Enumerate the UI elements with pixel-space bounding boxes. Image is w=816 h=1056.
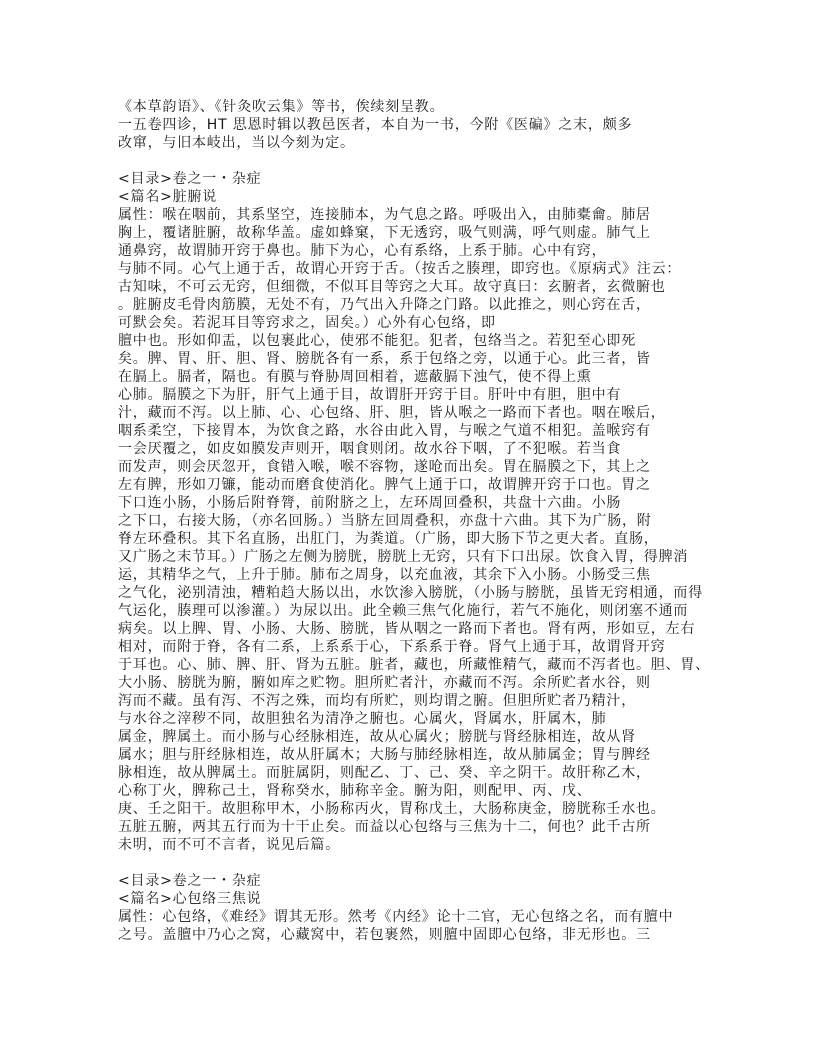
body-text-line: 心肺。膈膜之下为肝，肝气上通于目，故谓肝开窍于目。肝叶中有胆，胆中有 — [118, 387, 622, 403]
section-toc-heading: <目录>卷之一・杂症 — [118, 873, 262, 889]
document-page — [118, 98, 718, 944]
body-text-line: 胸上，覆诸脏腑，故称华盖。虚如蜂窠，下无透窍，吸气则满，呼气则虚。肺气上 — [118, 225, 651, 241]
intro-text-line: 一五卷四诊，HT 思恩时辑以教邑医者，本自为一书，今附《医碥》之末，颇多 — [118, 117, 633, 133]
body-text-line: 与肺不同。心气上通于舌，故谓心开窍于舌。（按舌之腠理，即窍也。《原病式》注云： — [118, 261, 682, 277]
body-text-line: 。脏腑皮毛骨肉筋膜，无处不有，乃气出入升降之门路。以此推之，则心窍在舌， — [118, 297, 651, 313]
body-text-line: 脉相连，故从脾属土。而脏属阴，则配乙、丁、己、癸、辛之阴干。故肝称乙木， — [118, 765, 651, 781]
body-text-line: 下口连小肠，小肠后附脊膂，前附脐之上，左环周回叠积，共盘十六曲。小肠 — [118, 495, 622, 511]
body-text-line: 属水；胆与肝经脉相连，故从肝属木；大肠与肺经脉相连，故从肺属金；胃与脾经 — [118, 747, 651, 763]
body-text-line: 庚、壬之阳干。故胆称甲木，小肠称丙火，胃称戊土，大肠称庚金，膀胱称壬水也。 — [118, 801, 666, 817]
blank-line — [118, 854, 718, 872]
body-text-line: 与水谷之滓秽不同，故胆独名为清净之腑也。心属火，肾属水，肝属木，肺 — [118, 711, 607, 727]
body-text-line: 运，其精华之气，上升于肺。肺布之周身，以充血液，其余下入小肠。小肠受三焦 — [118, 567, 651, 583]
body-text-line: 病矣。以上脾、胃、小肠、大肠、膀胱，皆从咽之一路而下者也。肾有两，形如豆，左右 — [118, 621, 696, 637]
body-text-line: 矣。脾、胃、肝、胆、肾、膀胱各有一系，系于包络之旁，以通于心。此三者，皆 — [118, 351, 651, 367]
body-text-line: 又广肠之末节耳。）广肠之左侧为膀胱，膀胱上无窍，只有下口出尿。饮食入胃，得脾消 — [118, 549, 689, 565]
body-text-line: 属性：心包络，《难经》谓其无形。然考《内经》论十二官，无心包络之名，而有膻中 — [118, 909, 674, 925]
blank-line — [118, 152, 718, 170]
body-text-line: 于耳也。心、肺、脾、肝、肾为五脏。脏者，藏也，所藏惟精气，藏而不泻者也。胆、胃、 — [118, 657, 710, 673]
section-toc-heading: <目录>卷之一・杂症 — [118, 171, 262, 187]
body-text-line: 可默会矣。若泥耳目等窍求之，固矣。）心外有心包络，即 — [118, 315, 496, 331]
body-text-line: 咽系柔空，下接胃本，为饮食之路，水谷由此入胃，与喉之气道不相犯。盖喉窍有 — [118, 423, 651, 439]
body-text-line: 膻中也。形如仰盂，以包裹此心，使邪不能犯。犯者，包络当之。若犯至心即死 — [118, 333, 636, 349]
body-text-line: 而发声，则会厌忽开，食错入喉，喉不容物，遂呛而出矣。胃在膈膜之下，其上之 — [118, 459, 651, 475]
body-text-line: 相对，而附于脊，各有二系，上系系于心，下系系于脊。肾气上通于耳，故谓肾开窍 — [118, 639, 666, 655]
body-text-line: 古知味，不可云无窍，但细微，不似耳目等窍之大耳。故守真曰：玄腑者，玄微腑也 — [118, 279, 666, 295]
body-text-line: 在膈上。膈者，隔也。有膜与脊胁周回相着，遮蔽膈下浊气，使不得上熏 — [118, 369, 592, 385]
body-text-line: 属金，脾属土。而小肠与心经脉相连，故从心属火；膀胱与肾经脉相连，故从肾 — [118, 729, 636, 745]
body-text-line: 属性：喉在咽前，其系坚空，连接肺本，为气息之路。呼吸出入，由肺橐龠。肺居 — [118, 207, 651, 223]
body-text-line: 脊左环叠积。其下名直肠，出肛门，为粪道。（广肠，即大肠下节之更大者。直肠， — [118, 531, 659, 547]
body-text-line: 汁，藏而不泻。以上肺、心、心包络、肝、胆，皆从喉之一路而下者也。咽在喉后， — [118, 405, 666, 421]
intro-text-line: 《本草韵语》、《针灸吹云集》等书，俟续刻呈教。 — [118, 99, 445, 115]
body-text-line: 气运化，腠理可以渗灌。）为尿以出。此全赖三焦气化施行，若气不施化，则闭塞不通而 — [118, 603, 689, 619]
body-text-line: 五脏五腑，两其五行而为十干止矣。而益以心包络与三焦为十二，何也？此千古所 — [118, 819, 651, 835]
body-text-line: 未明，而不可不言者，说见后篇。 — [118, 837, 340, 853]
body-text-line: 通鼻窍，故谓肺开窍于鼻也。肺下为心，心有系络，上系于肺。心中有窍， — [118, 243, 607, 259]
body-text-line: 心称丁火，脾称己土，肾称癸水，肺称辛金。腑为阳，则配甲、丙、戊、 — [118, 783, 592, 799]
body-text-line: 一会厌覆之，如皮如膜发声则开，咽食则闭。故水谷下咽，了不犯喉。若当食 — [118, 441, 622, 457]
body-text-line: 之号。盖膻中乃心之窝，心藏窝中，若包裹然，则膻中固即心包络，非无形也。三 — [118, 927, 651, 943]
body-text-line: 大小肠、膀胱为腑，腑如库之贮物。胆所贮者汁，亦藏而不泻。余所贮者水谷，则 — [118, 675, 651, 691]
body-text-line: 之下口，右接大肠，（亦名回肠。）当脐左回周叠积，亦盘十六曲。其下为广肠，附 — [118, 513, 652, 529]
body-text-line: 左有脾，形如刀镰，能动而磨食使消化。脾气上通于口，故谓脾开窍于口也。胃之 — [118, 477, 651, 493]
intro-text-line: 改窜，与旧本岐出，当以今刻为定。 — [118, 135, 355, 151]
body-text-line: 之气化，泌别清浊，糟粕趋大肠以出，水饮渗入膀胱，（小肠与膀胱，虽皆无窍相通，而得 — [118, 585, 703, 601]
body-text-line: 泻而不藏。虽有泻、不泻之殊，而均有所贮，则均谓之腑。但胆所贮者乃精汁， — [118, 693, 636, 709]
section-title: <篇名>心包络三焦说 — [118, 891, 262, 907]
section-title: <篇名>脏腑说 — [118, 189, 218, 205]
